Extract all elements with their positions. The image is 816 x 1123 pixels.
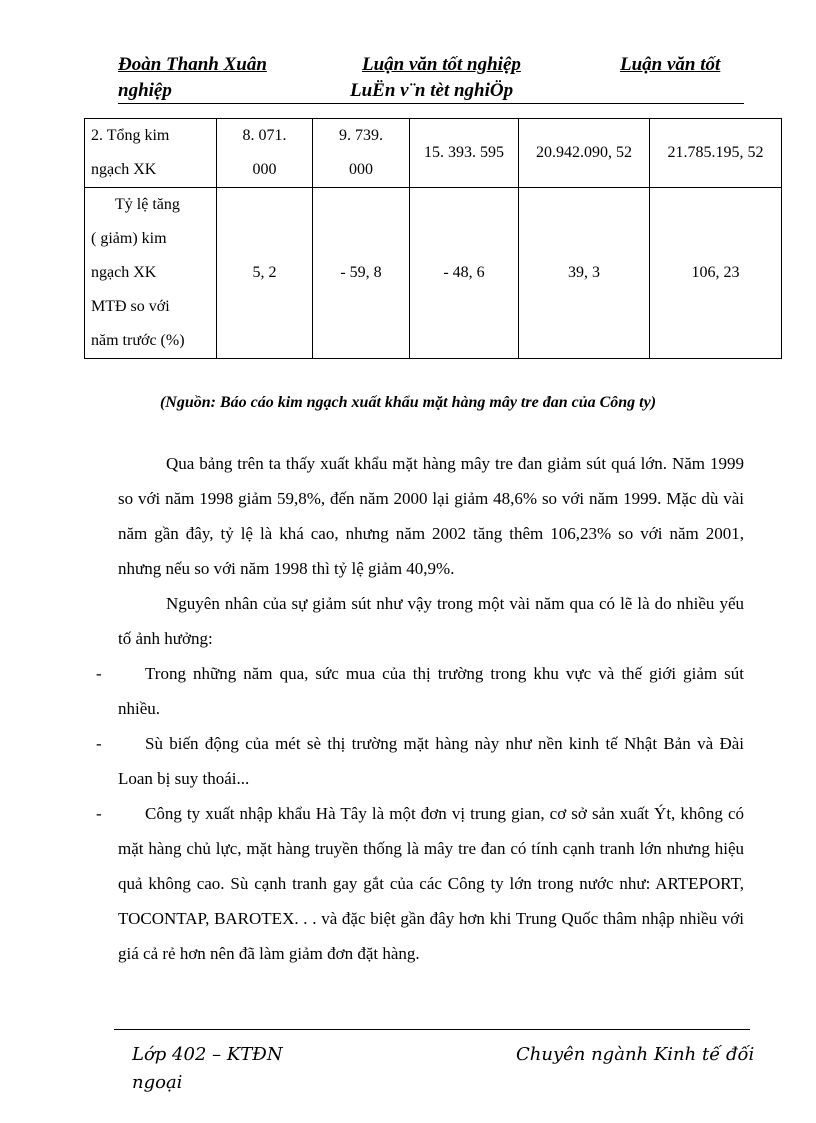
header-line2-center: LuËn v¨n tèt nghiÖp <box>350 80 514 101</box>
table-cell: 15. 393. 595 <box>410 119 519 188</box>
bullet-item-economy: Sù biến động của mét sè thị trường mặt hàng này như nền kinh tế Nhật Bản và Đài Loan bị suy thoái... <box>118 734 744 788</box>
header-title-right: Luận văn tốt <box>620 54 721 75</box>
table-cell: 5, 2 <box>217 188 313 359</box>
cell-text: 000 <box>252 161 277 178</box>
footer-rule <box>114 1029 750 1030</box>
table-cell <box>217 119 313 188</box>
cell-text: 8. 071. <box>242 127 287 144</box>
table-cell: - 59, 8 <box>313 188 410 359</box>
bullet-marker: - <box>96 804 102 823</box>
paragraph-causes-intro: Nguyên nhân của sự giảm sút như vậy trong một vài năm qua có lẽ là do nhiều yếu tố ảnh hưởng: <box>118 594 744 648</box>
table-cell <box>313 119 410 188</box>
header-rule <box>118 103 744 104</box>
cell-text <box>91 188 210 222</box>
footer-class: Lớp 402 – KTĐN <box>132 1044 283 1065</box>
table-cell: - 48, 6 <box>410 188 519 359</box>
table-cell: 20.942.090, 52 <box>519 119 650 188</box>
cell-text: năm trước (%) <box>91 332 185 349</box>
table-cell-label <box>85 119 217 188</box>
bullet-marker: - <box>96 664 102 683</box>
cell-text: 9. 739. <box>339 127 383 144</box>
header-line2-left: nghiệp <box>118 80 172 101</box>
table-cell: 39, 3 <box>519 188 650 359</box>
bullet-item-market: Trong những năm qua, sức mua của thị trường trong khu vực và thế giới giảm sút nhiều. <box>118 664 744 718</box>
cell-text: ngạch XK <box>91 264 157 281</box>
cell-text: ( giảm) kim <box>91 230 167 247</box>
cell-text: 000 <box>349 161 373 178</box>
bullet-item-competition: Công ty xuất nhập khẩu Hà Tây là một đơn vị trung gian, cơ sở sản xuất Ýt, không có mặt hàng chủ lực, mặt hàng truyền thống là mây tre đan có tính cạnh tranh lớn nhưng hiệu quả không cao. Sù cạnh tranh gay gắt của các Công ty lớn trong nước như: ARTEPORT, TOCONTAP, BAROTEX. . . và đặc biệt gần đây hơn khi Trung Quốc thâm nhập nhiều với giá cả rẻ hơn nên đã làm giảm đơn đặt hàng. <box>118 804 744 963</box>
header-author: Đoàn Thanh Xuân <box>118 54 267 75</box>
table-row <box>85 119 782 188</box>
footer-major: Chuyên ngành Kinh tế đối <box>516 1044 755 1065</box>
table-row <box>85 188 782 359</box>
bullet-marker: - <box>96 734 102 753</box>
table-cell-label <box>85 188 217 359</box>
footer-class-line2: ngoại <box>132 1072 183 1093</box>
table-cell: 21.785.195, 52 <box>650 119 782 188</box>
header-title-center: Luận văn tốt nghiệp <box>362 54 521 75</box>
cell-text-indented: Tỷ lệ tăng <box>115 196 180 213</box>
cell-text: 2. Tổng kim <box>91 127 170 144</box>
export-table <box>84 118 782 359</box>
cell-text: MTĐ so với <box>91 298 170 315</box>
cell-text: ngạch XK <box>91 161 157 178</box>
table-source-caption: (Nguồn: Báo cáo kim ngạch xuất khẩu mặt hàng mây tre đan của Công ty) <box>159 394 657 411</box>
table-cell: 106, 23 <box>650 188 782 359</box>
paragraph-analysis: Qua bảng trên ta thấy xuất khẩu mặt hàng mây tre đan giảm sút quá lớn. Năm 1999 so với năm 1998 giảm 59,8%, đến năm 2000 lại giảm 48,6% so với năm 1999. Mặc dù vài năm gần đây, tỷ lệ là khá cao, nhưng năm 2002 tăng thêm 106,23% so với năm 2001, nhưng nếu so với năm 1998 thì tỷ lệ giảm 40,9%. <box>118 454 744 578</box>
